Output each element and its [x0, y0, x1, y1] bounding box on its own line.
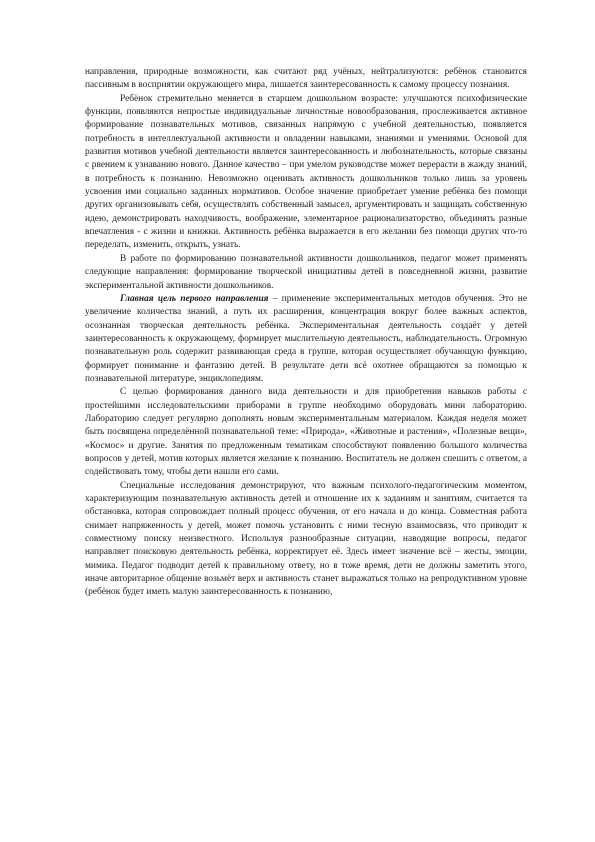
paragraph-3-text: В работе по формированию познавательной активности дошкольников, педагог может применять следующие направления: формирование творческой инициативы детей в повседневной жизни, развитие экспериментальной активности дошкольников. — [85, 253, 527, 291]
paragraph-6 — [85, 480, 527, 600]
paragraph-2 — [85, 93, 527, 253]
paragraph-4-text: – применение экспериментальных методов обучения. Это не увеличение количества знаний, а путь их расширения, концентрация вокруг более важных аспектов, осознанная творческая деятельность ребёнка. Экспериментальная деятельность создаёт у детей заинтересованность к окружающему, формирует мыслительную деятельность, наблюдательность. Огромную познавательную роль содержит развивающая среда в группе, которая осуществляет обучающую функцию, формирует понимание и фантазию детей. В результате дети всё охотнее обращаются за помощью к познавательной литературе, энциклопедиям. — [85, 293, 527, 384]
paragraph-5-text: С целью формирования данного вида деятельности и для приобретения навыков работы с простейшими исследовательскими приборами в группе необходимо оборудовать мини лабораторию. Лабораторию следует регулярно дополнять новым экспериментальным материалом. Каждая неделя может быть посвящена определённой познавательной теме: «Природа», «Животные и растения», «Полезные вещи», «Космос» и другие. Занятия по предложенным тематикам способствуют появлению большого количества вопросов у детей, мотив которых является желание к познанию. Воспитатель не должен спешить с ответом, а содействовать тому, чтобы дети нашли его сами. — [85, 387, 527, 478]
body-text — [85, 66, 527, 600]
paragraph-6-text: Специальные исследования демонстрируют, что важным психолого-педагогическим моментом, характеризующим познавательную активность детей и отношение их к заданиям и занятиям, считается та обстановка, которая сопровождает полный процесс обучения, от его начала и до конца. Совместная работа снимает напряженность у детей, может помочь установить с ними тесную взаимосвязь, что приводит к совместному поиску неизвестного. Используя разнообразные ситуации, наводящие вопросы, педагог направляет поисковую деятельность ребёнка, корректирует её. Здесь имеет значение всё – жесты, эмоции, мимика. Педагог подводит детей к правильному ответу, но в тоже время, дети не должны заметить этого, иначе авторитарное общение возьмёт верх и активность станет выражаться только на репродуктивном уровне (ребёнок будет иметь малую заинтересованность к познанию, — [85, 480, 527, 598]
paragraph-1 — [85, 66, 527, 93]
paragraph-4-lead: Главная цель первого направления — [120, 293, 269, 304]
paragraph-1-text: направления, природные возможности, как считают ряд учёных, нейтрализуются: ребёнок становится пассивным в восприятии окружающего мира, лишается заинтересованность к самому процессу познания. — [85, 67, 527, 91]
paragraph-2-text: Ребёнок стремительно меняется в старшем дошкольном возрасте: улучшаются психофизические функции, появляются непростые индивидуальные личностные новообразования, прослеживается активное формирование познавательных мотивов, связанных напрямую с учебной деятельностью, появляется потребность в интеллектуальной активности и овладении навыками, знаниями и умениями. Основой для развития мотивов учебной деятельности является заинтересованность и любознательность, которые связаны с рвением к узнаванию нового. Данное качество – при умелом руководстве может перерасти в жажду знаний, в потребность к познанию. Невозможно оценивать активность дошкольников только лишь за уровень усвоения ими социально заданных нормативов. Особое значение приобретает умение ребёнка без помощи других организовывать себя, осуществлять собственный замысел, аргументировать и защищать собственную идею, демонстрировать находчивость, воображение, элементарное рационализаторство, объединять разные впечатления - с жизни и книжки. Активность ребёнка выражается в его желании без помощи других что-то переделать, изменить, открыть, узнать. — [85, 93, 527, 251]
paragraph-5 — [85, 386, 527, 479]
paragraph-3 — [85, 253, 527, 293]
paragraph-4 — [85, 293, 527, 386]
